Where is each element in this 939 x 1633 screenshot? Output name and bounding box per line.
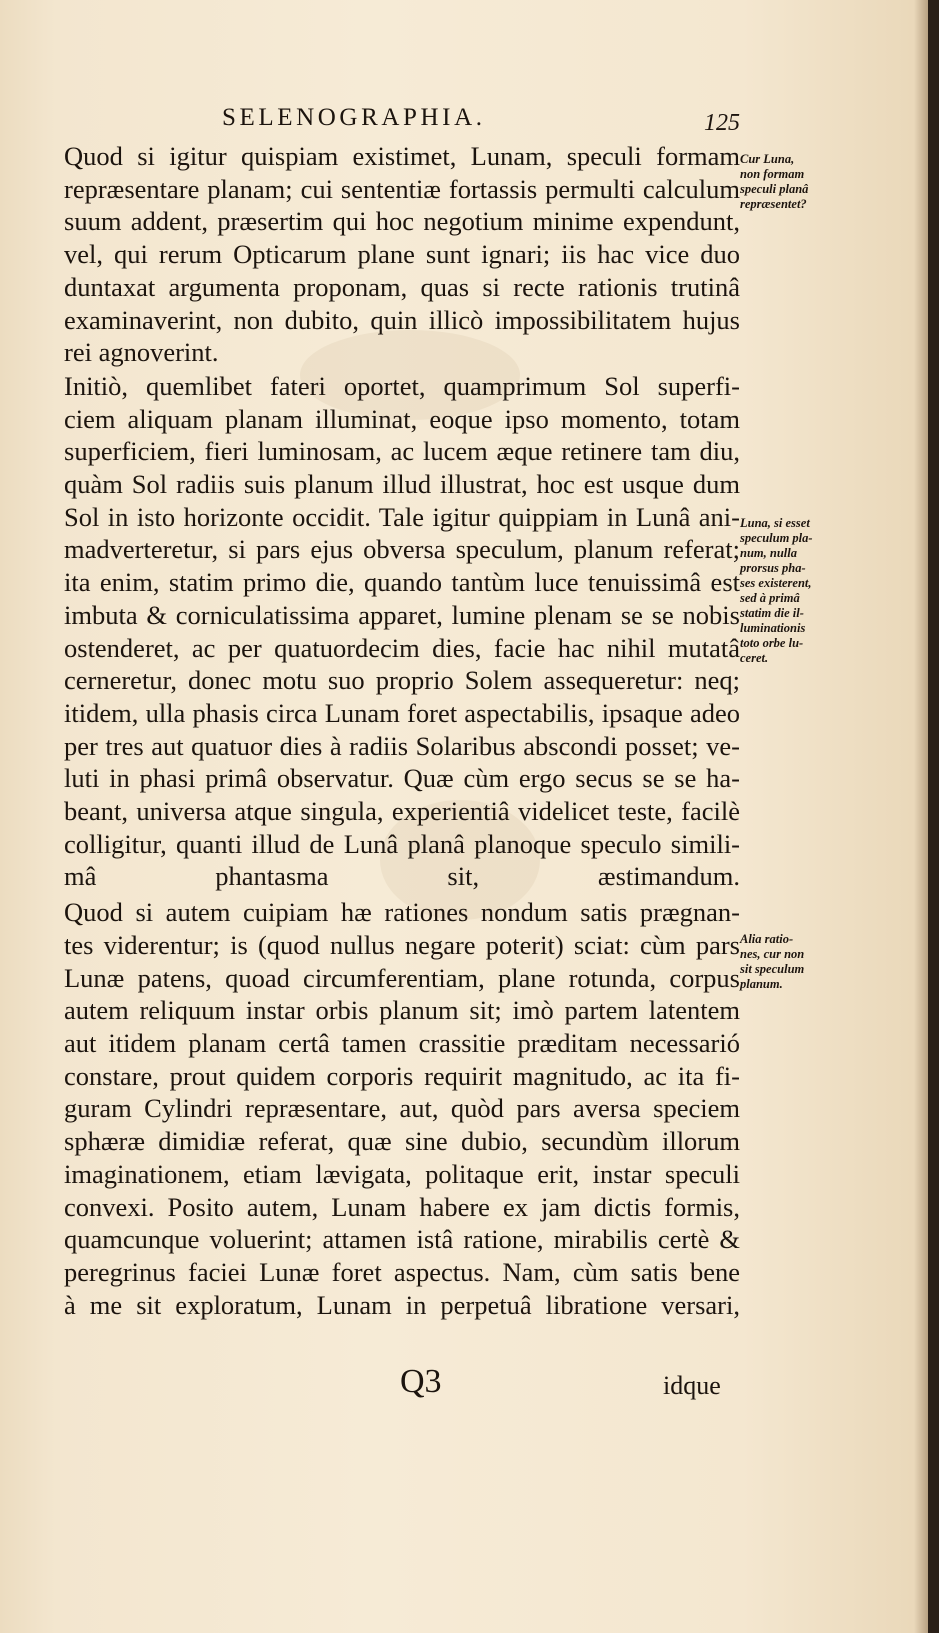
text-line: cerneretur, donec motu suo proprio Solem assequeretur: neq; <box>64 665 740 696</box>
text-line: sphæræ dimidiæ referat, quæ sine dubio, secundùm illorum <box>64 1126 740 1157</box>
text-line: tes viderentur; is (quod nullus negare poterit) sciat: cùm pars <box>64 929 740 960</box>
text-line: quamcunque voluerint; attamen istâ ratione, mirabilis certè & <box>64 1224 740 1255</box>
note-line: speculi planâ <box>740 182 809 196</box>
note-line: luminationis <box>740 621 806 635</box>
text-line: superficiem, fieri luminosam, ac lucem æque retinere tam diu, <box>64 436 740 467</box>
note-line: Alia ratio- <box>740 932 794 946</box>
text-line: ita enim, statim primo die, quando tantùm luce tenuissimâ est <box>64 567 740 598</box>
text-line: Sol in isto horizonte occidit. Tale igitur quippiam in Lunâ ani- <box>64 501 740 532</box>
text-line: Quod si igitur quispiam existimet, Lunam, speculi formam <box>64 141 740 171</box>
text-line: convexi. Posito autem, Lunam habere ex jam dictis formis, <box>64 1191 740 1222</box>
signature-mark: Q3 <box>400 1363 442 1400</box>
text-line: Quod si autem cuipiam hæ rationes nondum satis prægnan- <box>64 897 740 928</box>
text-line: imbuta & corniculatissima apparet, lumine plenam se se nobis <box>64 599 740 630</box>
text-line: itidem, ulla phasis circa Lunam foret aspectabilis, ipsaque adeo <box>64 697 740 728</box>
text-line: duntaxat argumenta proponam, quas si recte rationis trutinâ <box>64 271 740 302</box>
text-line: luti in phasi primâ observatur. Quæ cùm ergo secus se se ha- <box>64 763 740 794</box>
note-line: num, nulla <box>740 546 797 560</box>
page-edge-shadow <box>928 0 939 1633</box>
page-footer <box>0 1363 928 1423</box>
marginal-note <box>740 932 804 992</box>
paragraph <box>30 140 740 369</box>
text-line: per tres aut quatuor dies à radiis Solaribus abscondi posset; ve- <box>64 730 740 761</box>
paragraph <box>30 370 740 893</box>
note-line: non formam <box>740 167 805 181</box>
text-line: aut itidem planam certâ tamen crassitie præditam necessarió <box>64 1027 740 1058</box>
text-line: suum addent, præsertim qui hoc negotium minime expendunt, <box>64 206 740 237</box>
text-line: guram Cylindri repræsentare, aut, quòd pars aversa speciem <box>64 1093 740 1124</box>
text-line: examinaverint, non dubito, quin illicò impossibilitatem hujus <box>64 304 740 335</box>
text-line: à me sit exploratum, Lunam in perpetuâ libratione versari, <box>64 1289 740 1320</box>
page-header <box>0 100 928 140</box>
note-line: nes, cur non <box>740 947 805 961</box>
note-line: toto orbe lu- <box>740 636 804 650</box>
note-line: sed à primâ <box>740 591 800 605</box>
note-line: planum. <box>740 977 783 991</box>
text-line: ostenderet, ac per quatuordecim dies, facie hac nihil mutatâ <box>64 632 740 663</box>
text-line: repræsentare planam; cui sententiæ fortassis permulti calculum <box>64 173 740 204</box>
text-line: beant, universa atque singula, experientiâ videlicet teste, facilè <box>64 796 740 827</box>
text-line: ciem aliquam planam illuminat, eoque ipso momento, totam <box>64 403 740 434</box>
page-number: 125 <box>704 110 740 136</box>
note-line: speculum pla- <box>740 531 813 545</box>
running-head: SELENOGRAPHIA. <box>222 104 486 131</box>
text-line: peregrinus faciei Lunæ foret aspectus. Nam, cùm satis bene <box>64 1256 740 1287</box>
marginal-note <box>740 516 813 666</box>
note-line: ses existerent, <box>740 576 812 590</box>
text-line: mâ phantasma sit, æstimandum. <box>64 861 740 892</box>
note-line: ceret. <box>740 651 769 665</box>
note-line: repræsentet? <box>740 197 807 211</box>
text-line: madverteretur, si pars ejus obversa speculum, planum referat; <box>64 534 740 565</box>
text-line: Lunæ patens, quoad circumferentiam, plane rotunda, corpus <box>64 962 740 993</box>
text-line: imaginationem, etiam lævigata, politaque erit, instar speculi <box>64 1158 740 1189</box>
text-line: vel, qui rerum Opticarum plane sunt ignari; iis hac vice duo <box>64 239 740 270</box>
text-line: constare, prout quidem corporis requirit magnitudo, ac ita fi- <box>64 1060 740 1091</box>
catchword: idque <box>663 1371 721 1400</box>
note-line: prorsus pha- <box>740 561 806 575</box>
note-line: sit speculum <box>740 962 805 976</box>
main-text <box>30 140 740 1324</box>
note-line: Luna, si esset <box>740 516 810 530</box>
text-line: autem reliquum instar orbis planum sit; imò partem latentem <box>64 995 740 1026</box>
note-line: Cur Luna, <box>740 152 795 166</box>
note-line: statim die il- <box>740 606 804 620</box>
marginal-note <box>740 152 808 212</box>
text-line: colligitur, quanti illud de Lunâ planâ planoque speculo simili- <box>64 828 740 859</box>
text-line: rei agnoverint. <box>64 337 219 368</box>
paragraph <box>30 896 740 1321</box>
text-line: quàm Sol radiis suis planum illud illustrat, hoc est usque dum <box>64 469 740 500</box>
text-line: Initiò, quemlibet fateri oportet, quamprimum Sol superfi- <box>64 370 740 401</box>
